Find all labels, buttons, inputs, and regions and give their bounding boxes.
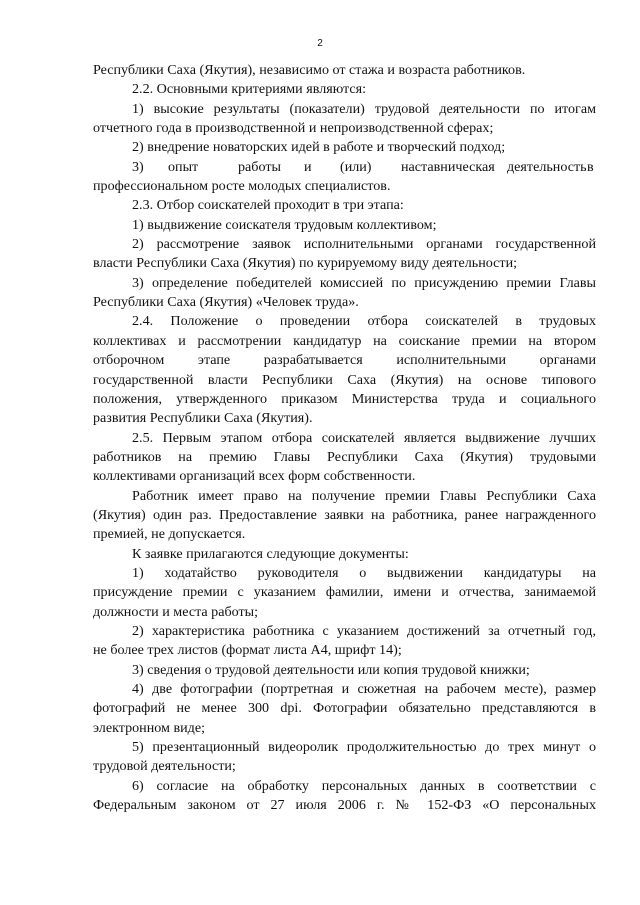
text-line: 4) две фотографии (портретная и сюжетная на рабочем месте), размер	[132, 681, 596, 697]
text-line: не более трех листов (формат листа А4, шрифт 14);	[93, 642, 402, 659]
text-line: Республики Саха (Якутия) «Человек труда».	[93, 294, 359, 311]
document-body	[93, 61, 596, 815]
text-line: 2.5. Первым этапом отбора соискателей является выдвижение лучших	[132, 429, 596, 446]
text-line: Федеральным законом от 27 июля 2006 г. № 152-ФЗ «О персональных	[93, 797, 596, 814]
text-line: государственной власти Республики Саха (Якутия) на основе типового	[93, 371, 596, 388]
text-line: развития Республики Саха (Якутия).	[93, 410, 313, 427]
line-word: опыт	[168, 158, 199, 175]
text-line: 2) внедрение новаторских идей в работе и творческий подход;	[132, 139, 506, 156]
text-line: профессиональном росте молодых специалистов.	[93, 178, 391, 195]
line-word: деятельность	[507, 158, 587, 175]
text-line: 3) определение победителей комиссией по присуждению премии Главы	[132, 274, 596, 291]
text-line: власти Республики Саха (Якутия) по курируемому виду деятельности;	[93, 255, 518, 272]
text-line: должности и места работы;	[93, 603, 259, 620]
text-line: коллективами организаций всех форм собственности.	[93, 468, 416, 485]
text-line: 2.2. Основными критериями являются:	[132, 81, 367, 98]
text-line: отчетного года в производственной и непроизводственной сферах;	[93, 120, 494, 137]
text-line: 2.4. Положение о проведении отбора соискателей в трудовых	[132, 313, 596, 330]
line-word: наставническая	[401, 158, 495, 175]
text-line: (Якутия) один раз. Предоставление заявки на работника, ранее награжденного	[93, 506, 596, 523]
line-word: работы	[238, 158, 281, 175]
text-line: 1) высокие результаты (показатели) трудовой деятельности по итогам	[132, 100, 596, 117]
text-line: фотографий не менее 300 dpi. Фотографии обязательно представляются в	[93, 700, 596, 717]
text-line: К заявке прилагаются следующие документы:	[132, 545, 409, 562]
line-word: (или)	[340, 158, 372, 175]
text-line: присуждение премии с указанием фамилии, имени и отчества, занимаемой	[93, 584, 596, 601]
text-line: работников на премию Главы Республики Саха (Якутия) трудовыми	[93, 448, 596, 465]
text-line: 3) сведения о трудовой деятельности или копия трудовой книжки;	[132, 661, 530, 678]
text-line: 1) выдвижение соискателя трудовым коллективом;	[132, 216, 437, 233]
text-line: трудовой деятельности;	[93, 758, 236, 775]
text-line: Республики Саха (Якутия), независимо от стажа и возраста работников.	[93, 62, 526, 78]
text-line: 5) презентационный видеоролик продолжительностью до трех минут о	[132, 739, 596, 756]
text-line-spaced	[93, 158, 596, 177]
text-line: премией, не допускается.	[93, 526, 246, 543]
text-line: отборочном этапе разрабатывается исполнительными органами	[93, 352, 596, 369]
text-line: электронном виде;	[93, 719, 206, 736]
text-line: 2) характеристика работника с указанием достижений за отчетный год,	[132, 622, 596, 639]
text-line: коллективах и рассмотрении кандидатур на соискание премии на втором	[93, 332, 596, 349]
line-word: в	[587, 158, 594, 175]
page-number: 2	[317, 38, 323, 49]
text-line: положения, утвержденного приказом Министерства труда и социального	[93, 390, 596, 407]
text-line: Работник имеет право на получение премии Главы Республики Саха	[132, 487, 596, 504]
line-word: и	[304, 158, 312, 175]
text-line: 1) ходатайство руководителя о выдвижении кандидатуры на	[132, 564, 596, 581]
text-line: 2.3. Отбор соискателей проходит в три этапа:	[132, 197, 404, 214]
text-line: 2) рассмотрение заявок исполнительными органами государственной	[132, 236, 596, 253]
text-line: 6) согласие на обработку персональных данных в соответствии с	[132, 777, 596, 794]
line-word: 3)	[132, 158, 144, 175]
